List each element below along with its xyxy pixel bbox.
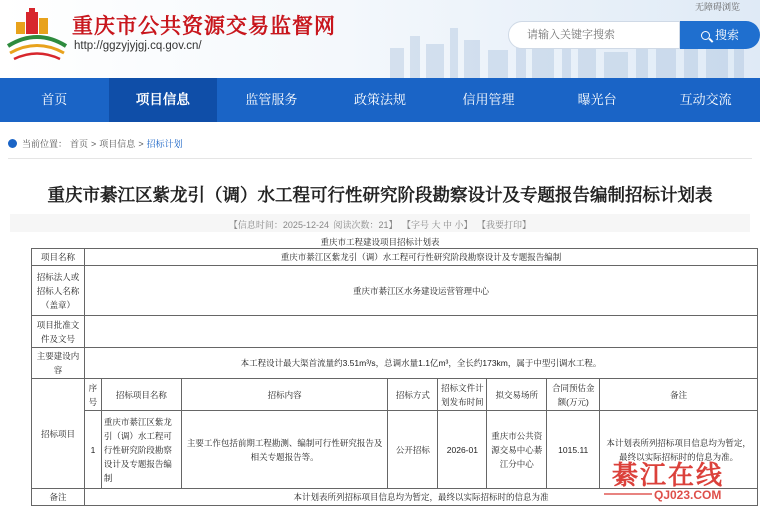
tenderer-value: 重庆市綦江区水务建设运营管理中心: [84, 266, 757, 316]
site-logo[interactable]: [6, 6, 68, 62]
col-header-note: 备注: [600, 379, 758, 411]
project-name-label: 项目名称: [32, 249, 85, 266]
breadcrumb-label: 当前位置：: [22, 139, 68, 149]
nav-item-policy[interactable]: 政策法规: [353, 92, 406, 107]
article-meta: [0, 218, 760, 231]
col-header-no: 序号: [84, 379, 101, 411]
col-header-venue: 拟交易场所: [487, 379, 547, 411]
nav-item-supervision[interactable]: 监管服务: [245, 92, 298, 107]
table-header-row: [32, 379, 758, 411]
accessibility-link[interactable]: 无障碍浏览: [694, 2, 740, 12]
construction-value: 本工程设计最大渠首流量约3.51m³/s，总调水量1.1亿m³，全长约173km，属于中型引调水工程。: [84, 348, 757, 379]
site-title[interactable]: 重庆市公共资源交易监督网: [72, 15, 336, 38]
nav-item-project-info[interactable]: 项目信息: [109, 78, 218, 122]
nav-item-home[interactable]: 首页: [41, 92, 68, 107]
table-row: [32, 266, 758, 316]
approval-value: [84, 316, 757, 348]
cell-content: 主要工作包括前期工程勘测、编制可行性研究报告及相关专题报告等。: [181, 411, 388, 489]
table-row: [32, 348, 758, 379]
cell-no: 1: [84, 411, 101, 489]
col-header-time: 招标文件计划发布时间: [438, 379, 487, 411]
col-header-amount: 合同预估金额(万元): [547, 379, 600, 411]
nav-item-credit[interactable]: 信用管理: [462, 92, 515, 107]
remark-label: 备注: [32, 489, 85, 506]
breadcrumb-tender-plan[interactable]: 招标计划: [146, 139, 183, 149]
breadcrumb-sep: >: [91, 138, 97, 149]
cell-venue: 重庆市公共资源交易中心綦江分中心: [487, 411, 547, 489]
col-header-method: 招标方式: [388, 379, 438, 411]
construction-label: 主要建设内容: [32, 348, 85, 379]
nav-item-exposure[interactable]: 曝光台: [577, 92, 617, 107]
nav-item-interaction[interactable]: 互动交流: [679, 92, 732, 107]
watermark-name: 綦江在线: [612, 461, 725, 490]
breadcrumb-sep: >: [138, 138, 144, 149]
page-title: 重庆市綦江区紫龙引（调）水工程可行性研究阶段勘察设计及专题报告编制招标计划表: [47, 185, 713, 205]
view-count: 阅读次数：21】: [333, 220, 398, 230]
breadcrumb-home[interactable]: 首页: [70, 139, 89, 149]
breadcrumb: [8, 137, 183, 150]
search-input[interactable]: [508, 21, 680, 49]
main-nav: [0, 78, 760, 122]
search-button[interactable]: [680, 21, 760, 49]
col-header-content: 招标内容: [181, 379, 388, 411]
remark-value: 本计划表所列招标项目信息均为暂定，最终以实际招标时的信息为准: [84, 489, 757, 506]
info-time: 【信息时间：2025-12-24: [228, 220, 329, 230]
approval-label: 项目批准文件及文号: [32, 316, 85, 348]
search-icon: [701, 31, 710, 40]
font-size-switch[interactable]: 【字号 大 中 小】: [402, 220, 473, 230]
tenderer-label: 招标法人或招标人名称（盖章）: [32, 266, 85, 316]
site-url: http://ggzyjyjgj.cq.gov.cn/: [74, 40, 202, 52]
table-caption: 重庆市工程建设项目招标计划表: [320, 237, 440, 247]
divider: [8, 158, 752, 159]
watermark-logo: [604, 455, 760, 509]
watermark-url: QJ023.COM: [654, 488, 722, 502]
site-header: [0, 0, 760, 78]
tender-project-label: 招标项目: [32, 379, 85, 489]
col-header-name: 招标项目名称: [101, 379, 181, 411]
breadcrumb-project-info[interactable]: 项目信息: [99, 139, 136, 149]
project-name-value: 重庆市綦江区紫龙引（调）水工程可行性研究阶段勘察设计及专题报告编制: [84, 249, 757, 266]
table-row: [32, 249, 758, 266]
search-button-label: 搜索: [714, 28, 739, 42]
cell-method: 公开招标: [388, 411, 438, 489]
cell-time: 2026-01: [438, 411, 487, 489]
print-link[interactable]: 【我要打印】: [477, 220, 532, 230]
cell-amount: 1015.11: [547, 411, 600, 489]
location-icon: [8, 139, 17, 148]
table-row: [32, 316, 758, 348]
watermark-line: [604, 493, 652, 495]
cell-note: 本计划表所列招标项目信息均为暂定，最终以实际招标时的信息为准。: [600, 411, 758, 489]
cell-name: 重庆市綦江区紫龙引（调）水工程可行性研究阶段勘察设计及专题报告编制: [101, 411, 181, 489]
